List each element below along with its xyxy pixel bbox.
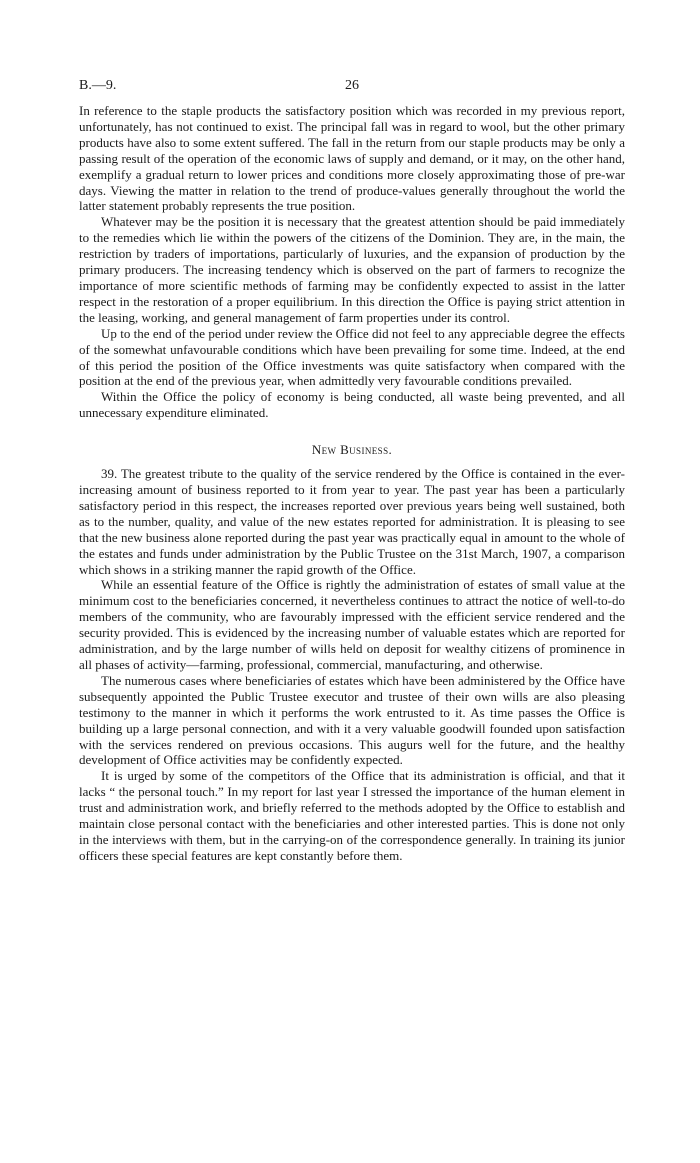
paragraph: The numerous cases where beneficiaries of estates which have been administered by the Office have subsequently appointed the Public Trustee executor and trustee of their own wills are also pleasing testimony to the manner in which it performs the work entrusted to it. As time passes the Office is building up a large personal connection, and with it a very valuable goodwill founded upon satisfaction with the services rendered on previous occasions. This augurs well for the future, and the healthy development of Office activities may be confidently expected.	[79, 672, 625, 768]
paragraph: While an essential feature of the Office is rightly the administration of estates of small value at the minimum cost to the beneficiaries concerned, it nevertheless continues to attract the notice of well-to-do members of the community, who are favourably impressed with the efficient service rendered and the security provided. This is evidenced by the increasing number of valuable estates which are reported for administration, and by the large number of wills held on deposit for wealthy citizens of prominence in all phases of activity—farming, professional, commercial, manufacturing, and otherwise.	[79, 577, 625, 672]
paragraph: 39. The greatest tribute to the quality of the service rendered by the Office is contained in the ever-increasing amount of business reported to it from year to year. The past year has been a particularly satisfactory period in this respect, the increases reported over previous years being well sustained, both as to the number, quality, and value of the new estates reported for administration. It is pleasing to see that the new business alone reported during the past year was practically equal in amount to the whole of the estates and funds under administration by the Public Trustee on the 31st March, 1907, a comparison which shows in a striking manner the rapid growth of the Office.	[79, 466, 625, 577]
section-heading: New Business.	[311, 442, 393, 458]
page-number: 26	[345, 78, 359, 93]
document-reference: B.—9.	[79, 78, 117, 93]
paragraph: Up to the end of the period under review the Office did not feel to any appreciable degree the effects of the somewhat unfavourable conditions which have been prevailing for some time. Indeed, at the end of this period the position of the Office investments was quite satisfactory when compared with the position at the end of the previous year, when admittedly very favourable conditions prevailed.	[79, 325, 625, 389]
document-page	[79, 76, 625, 864]
paragraph: It is urged by some of the competitors of the Office that its administration is official, and that it lacks “ the personal touch.” In my report for last year I stressed the importance of the human element in trust and administration work, and briefly referred to the methods adopted by the Office to establish and maintain close personal contact with the beneficiaries and other interested parties. This is done not only in the interviews with them, but in the carrying-on of the correspondence generally. In training its junior officers these special features are kept constantly before them.	[79, 768, 625, 863]
paragraph: Whatever may be the position it is necessary that the greatest attention should be paid immediately to the remedies which lie within the powers of the citizens of the Dominion. They are, in the main, the restriction by traders of importations, particularly of luxuries, and the expansion of production by the primary producers. The increasing tendency which is observed on the part of farmers to recognize the importance of more scientific methods of farming may be confidently expected to assist in the latter respect in the restoration of a proper equilibrium. In this direction the Office is paying strict attention in the leasing, working, and general management of farm properties under its control.	[79, 214, 625, 325]
paragraph: Within the Office the policy of economy is being conducted, all waste being prevented, and all unnecessary expenditure eliminated.	[79, 389, 625, 421]
report-body	[79, 103, 625, 864]
paragraph: In reference to the staple products the satisfactory position which was recorded in my previous report, unfortunately, has not continued to exist. The principal fall was in regard to wool, but the other primary products have also to some extent suffered. The fall in the return from our staple products may be only a passing result of the operation of the economic laws of supply and demand, or it may, on the other hand, exemplify a gradual return to lower prices and conditions more closely approximating those of pre-war days. Viewing the matter in relation to the trend of produce-values generally throughout the world the latter statement probably represents the true position.	[79, 103, 625, 214]
page-header	[79, 76, 625, 96]
